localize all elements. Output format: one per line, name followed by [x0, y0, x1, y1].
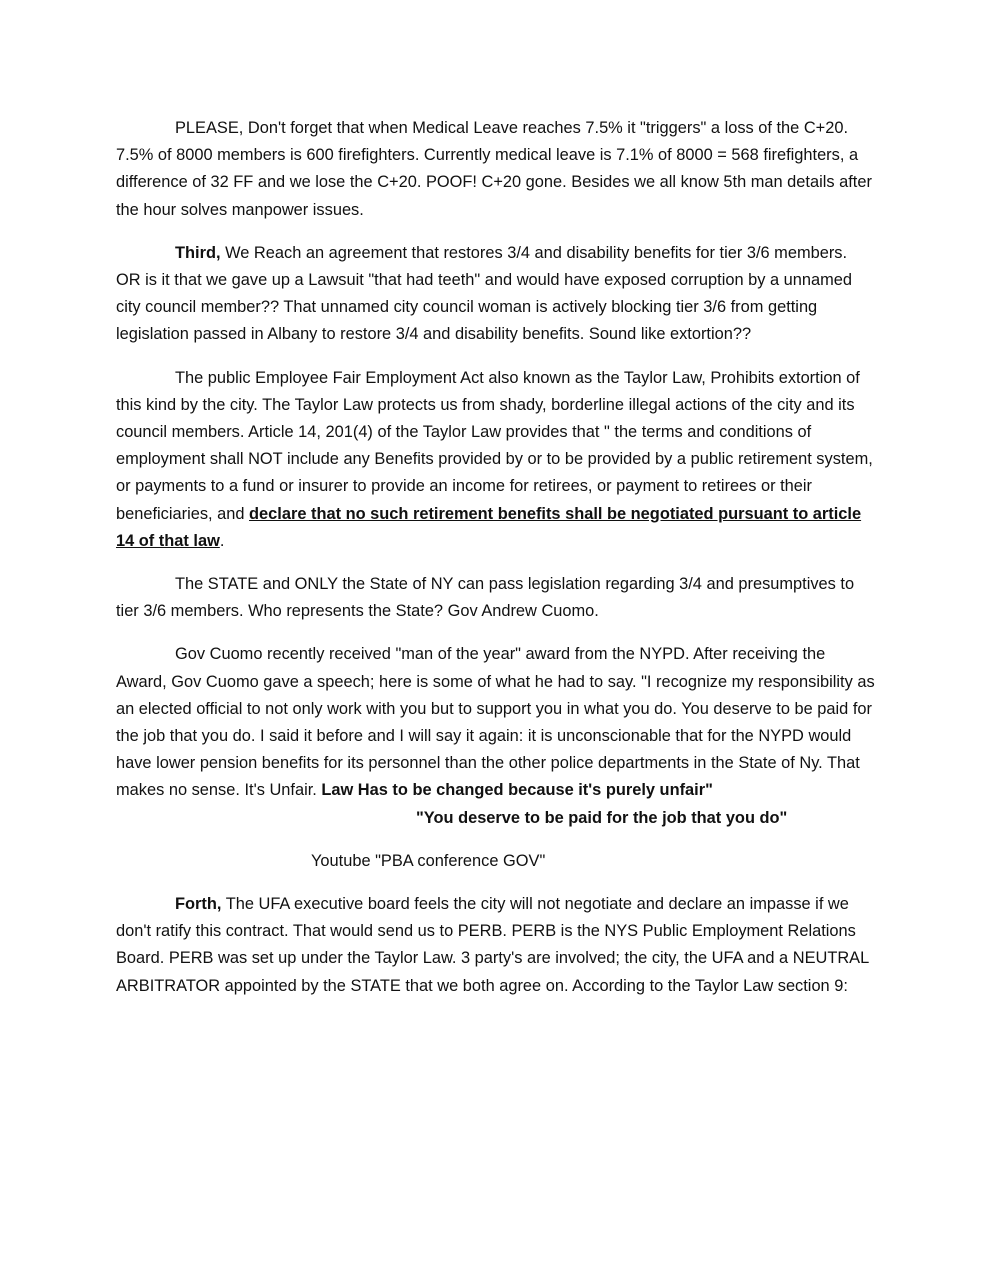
paragraph-text: The STATE and ONLY the State of NY can pass legislation regarding 3/4 and presumptives to tier 3/6 members. Who represents the State? Gov Andrew Cuomo.: [116, 575, 855, 621]
speech-quote-paid: "You deserve to be paid for the job that you do": [416, 808, 788, 827]
paragraph-end: .: [219, 531, 225, 550]
paragraph-text: PLEASE, Don't forget that when Medical Leave reaches 7.5% it "triggers" a loss of the C+20. 7.5% of 8000 members is 600 firefighters. Currently medical leave is 7.1% of 8000 = 568 firefighters, a difference of 32 FF and we lose the C+20. POOF! C+20 gone. Besides we all know 5th man details after the hour solves manpower issues.: [116, 119, 872, 219]
paragraph-text: The UFA executive board feels the city will not negotiate and declare an impasse if we don't ratify this contract. That would send us to PERB. PERB is the NYS Public Employment Relations Board. PERB was set up under the Taylor Law. 3 party's are involved; the city, the UFA and a NEUTRAL ARBITRATOR appointed by the STATE that we both agree on. According to the Taylor Law section 9:: [116, 895, 869, 995]
paragraph-text: Gov Cuomo recently received "man of the year" award from the NYPD. After receiving the Award, Gov Cuomo gave a speech; here is some of what he had to say. "I recognize my responsibility as an elected official to not only work with you but to support you in what you do. You deserve to be paid for the job that you do. I said it before and I will say it again: it is unconscionable that for the NYPD would have lower pension benefits for its personnel than the other police departments in the State of Ny. That makes no sense. It's Unfair.: [116, 645, 875, 800]
paragraph-cuomo-speech: [116, 641, 876, 831]
speech-quote-law: Law Has to be changed because it's purely unfair": [321, 781, 713, 800]
paragraph-third: [116, 240, 876, 349]
paragraph-state: [116, 571, 876, 625]
paragraph-lead: Third,: [175, 243, 221, 262]
paragraph-emphasis: declare that no such retirement benefits shall be negotiated pursuant to article 14 of that law: [116, 504, 862, 550]
paragraph-text: Youtube "PBA conference GOV": [311, 851, 546, 870]
document-page: [116, 115, 876, 1016]
paragraph-medical-leave: [116, 115, 876, 224]
paragraph-forth: [116, 891, 876, 1000]
paragraph-youtube-reference: [116, 848, 876, 875]
paragraph-taylor-law: [116, 365, 876, 555]
paragraph-text: The public Employee Fair Employment Act also known as the Taylor Law, Prohibits extortion of this kind by the city. The Taylor Law protects us from shady, borderline illegal actions of the city and its council members. Article 14, 201(4) of the Taylor Law provides that " the terms and conditions of employment shall NOT include any Benefits provided by or to be provided by a public retirement system, or payments to a fund or insurer to provide an income for retirees, or payment to retirees or their beneficiaries, and: [116, 368, 873, 523]
paragraph-lead: Forth,: [175, 895, 222, 914]
paragraph-text: We Reach an agreement that restores 3/4 and disability benefits for tier 3/6 members. OR is it that we gave up a Lawsuit "that had teeth" and would have exposed corruption by a unnamed city council member?? That unnamed city council woman is actively blocking tier 3/6 from getting legislation passed in Albany to restore 3/4 and disability benefits. Sound like extortion??: [116, 243, 853, 344]
